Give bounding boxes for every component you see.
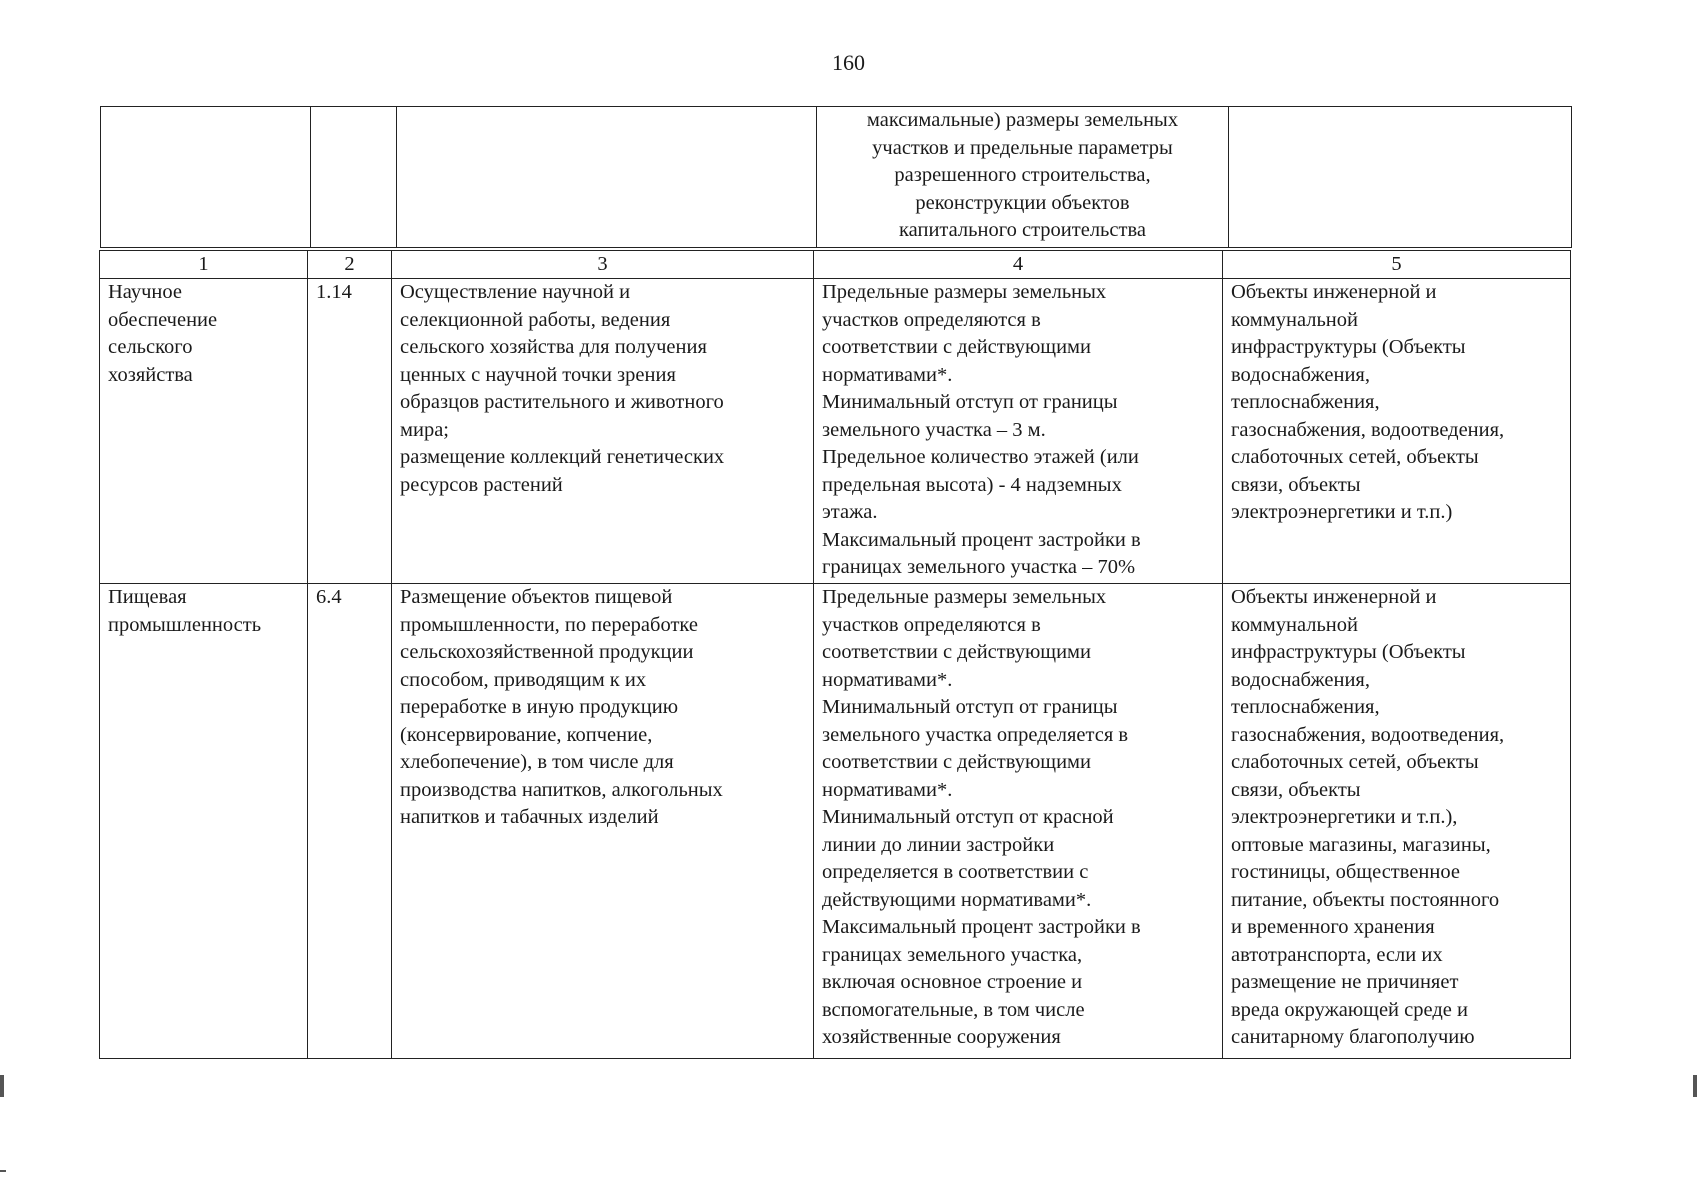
fragment-cell-4: максимальные) размеры земельных участков и предельные параметры разрешенного строительства, реконструкции объектов капитального строительства [817,107,1229,248]
fragment-cell-2 [311,107,397,248]
use-type-auxiliary: Объекты инженерной и коммунальной инфраструктуры (Объекты водоснабжения, теплоснабжения, газоснабжения, водоотведения, слаботочных сетей, объекты связи, объекты электроэнергетики и т.п.) [1223,279,1571,584]
use-type-parameters: Предельные размеры земельных участков определяются в соответствии с действующими нормативами*. Минимальный отступ от границы земельного участка – 3 м. Предельное количество этажей (или предельная высота) - 4 надземных этажа. Максимальный процент застройки в границах земельного участка – 70% [814,279,1223,584]
scan-edge-mark-right [1693,1075,1697,1097]
column-number-1: 1 [100,251,308,279]
table-row [100,584,1571,1059]
column-number-4: 4 [814,251,1223,279]
fragment-cell-3 [397,107,817,248]
fragment-cell-5 [1229,107,1572,248]
use-type-code: 1.14 [308,279,392,584]
table-row [100,279,1571,584]
use-type-name: Научное обеспечение сельского хозяйства [100,279,308,584]
fragment-cell-1 [101,107,311,248]
scan-edge-mark-left-lower [0,1170,6,1172]
column-number-3: 3 [392,251,814,279]
column-number-row [100,251,1571,279]
column-number-2: 2 [308,251,392,279]
use-type-auxiliary: Объекты инженерной и коммунальной инфраструктуры (Объекты водоснабжения, теплоснабжения, газоснабжения, водоотведения, слаботочных сетей, объекты связи, объекты электроэнергетики и т.п.), оптовые магазины, магазины, гостиницы, общественное питание, объекты постоянного и временного хранения автотранспорта, если их размещение не причиняет вреда окружающей среде и санитарному благополучию [1223,584,1571,1059]
scan-edge-mark-left [0,1075,4,1097]
page-number: 160 [832,50,865,75]
use-type-code: 6.4 [308,584,392,1059]
use-type-name: Пищевая промышленность [100,584,308,1059]
column-number-5: 5 [1223,251,1571,279]
use-type-description: Осуществление научной и селекционной работы, ведения сельского хозяйства для получения ценных с научной точки зрения образцов растительного и животного мира; размещение коллекций генетических ресурсов растений [392,279,814,584]
land-use-table [99,250,1571,1059]
table-continuation-fragment [100,106,1572,248]
use-type-description: Размещение объектов пищевой промышленности, по переработке сельскохозяйственной продукции способом, приводящим к их переработке в иную продукцию (консервирование, копчение, хлебопечение), в том числе для производства напитков, алкогольных напитков и табачных изделий [392,584,814,1059]
table-row [101,107,1572,248]
use-type-parameters: Предельные размеры земельных участков определяются в соответствии с действующими нормативами*. Минимальный отступ от границы земельного участка определяется в соответствии с действующими нормативами*. Минимальный отступ от красной линии до линии застройки определяется в соответствии с действующими нормативами*. Максимальный процент застройки в границах земельного участка, включая основное строение и вспомогательные, в том числе хозяйственные сооружения [814,584,1223,1059]
